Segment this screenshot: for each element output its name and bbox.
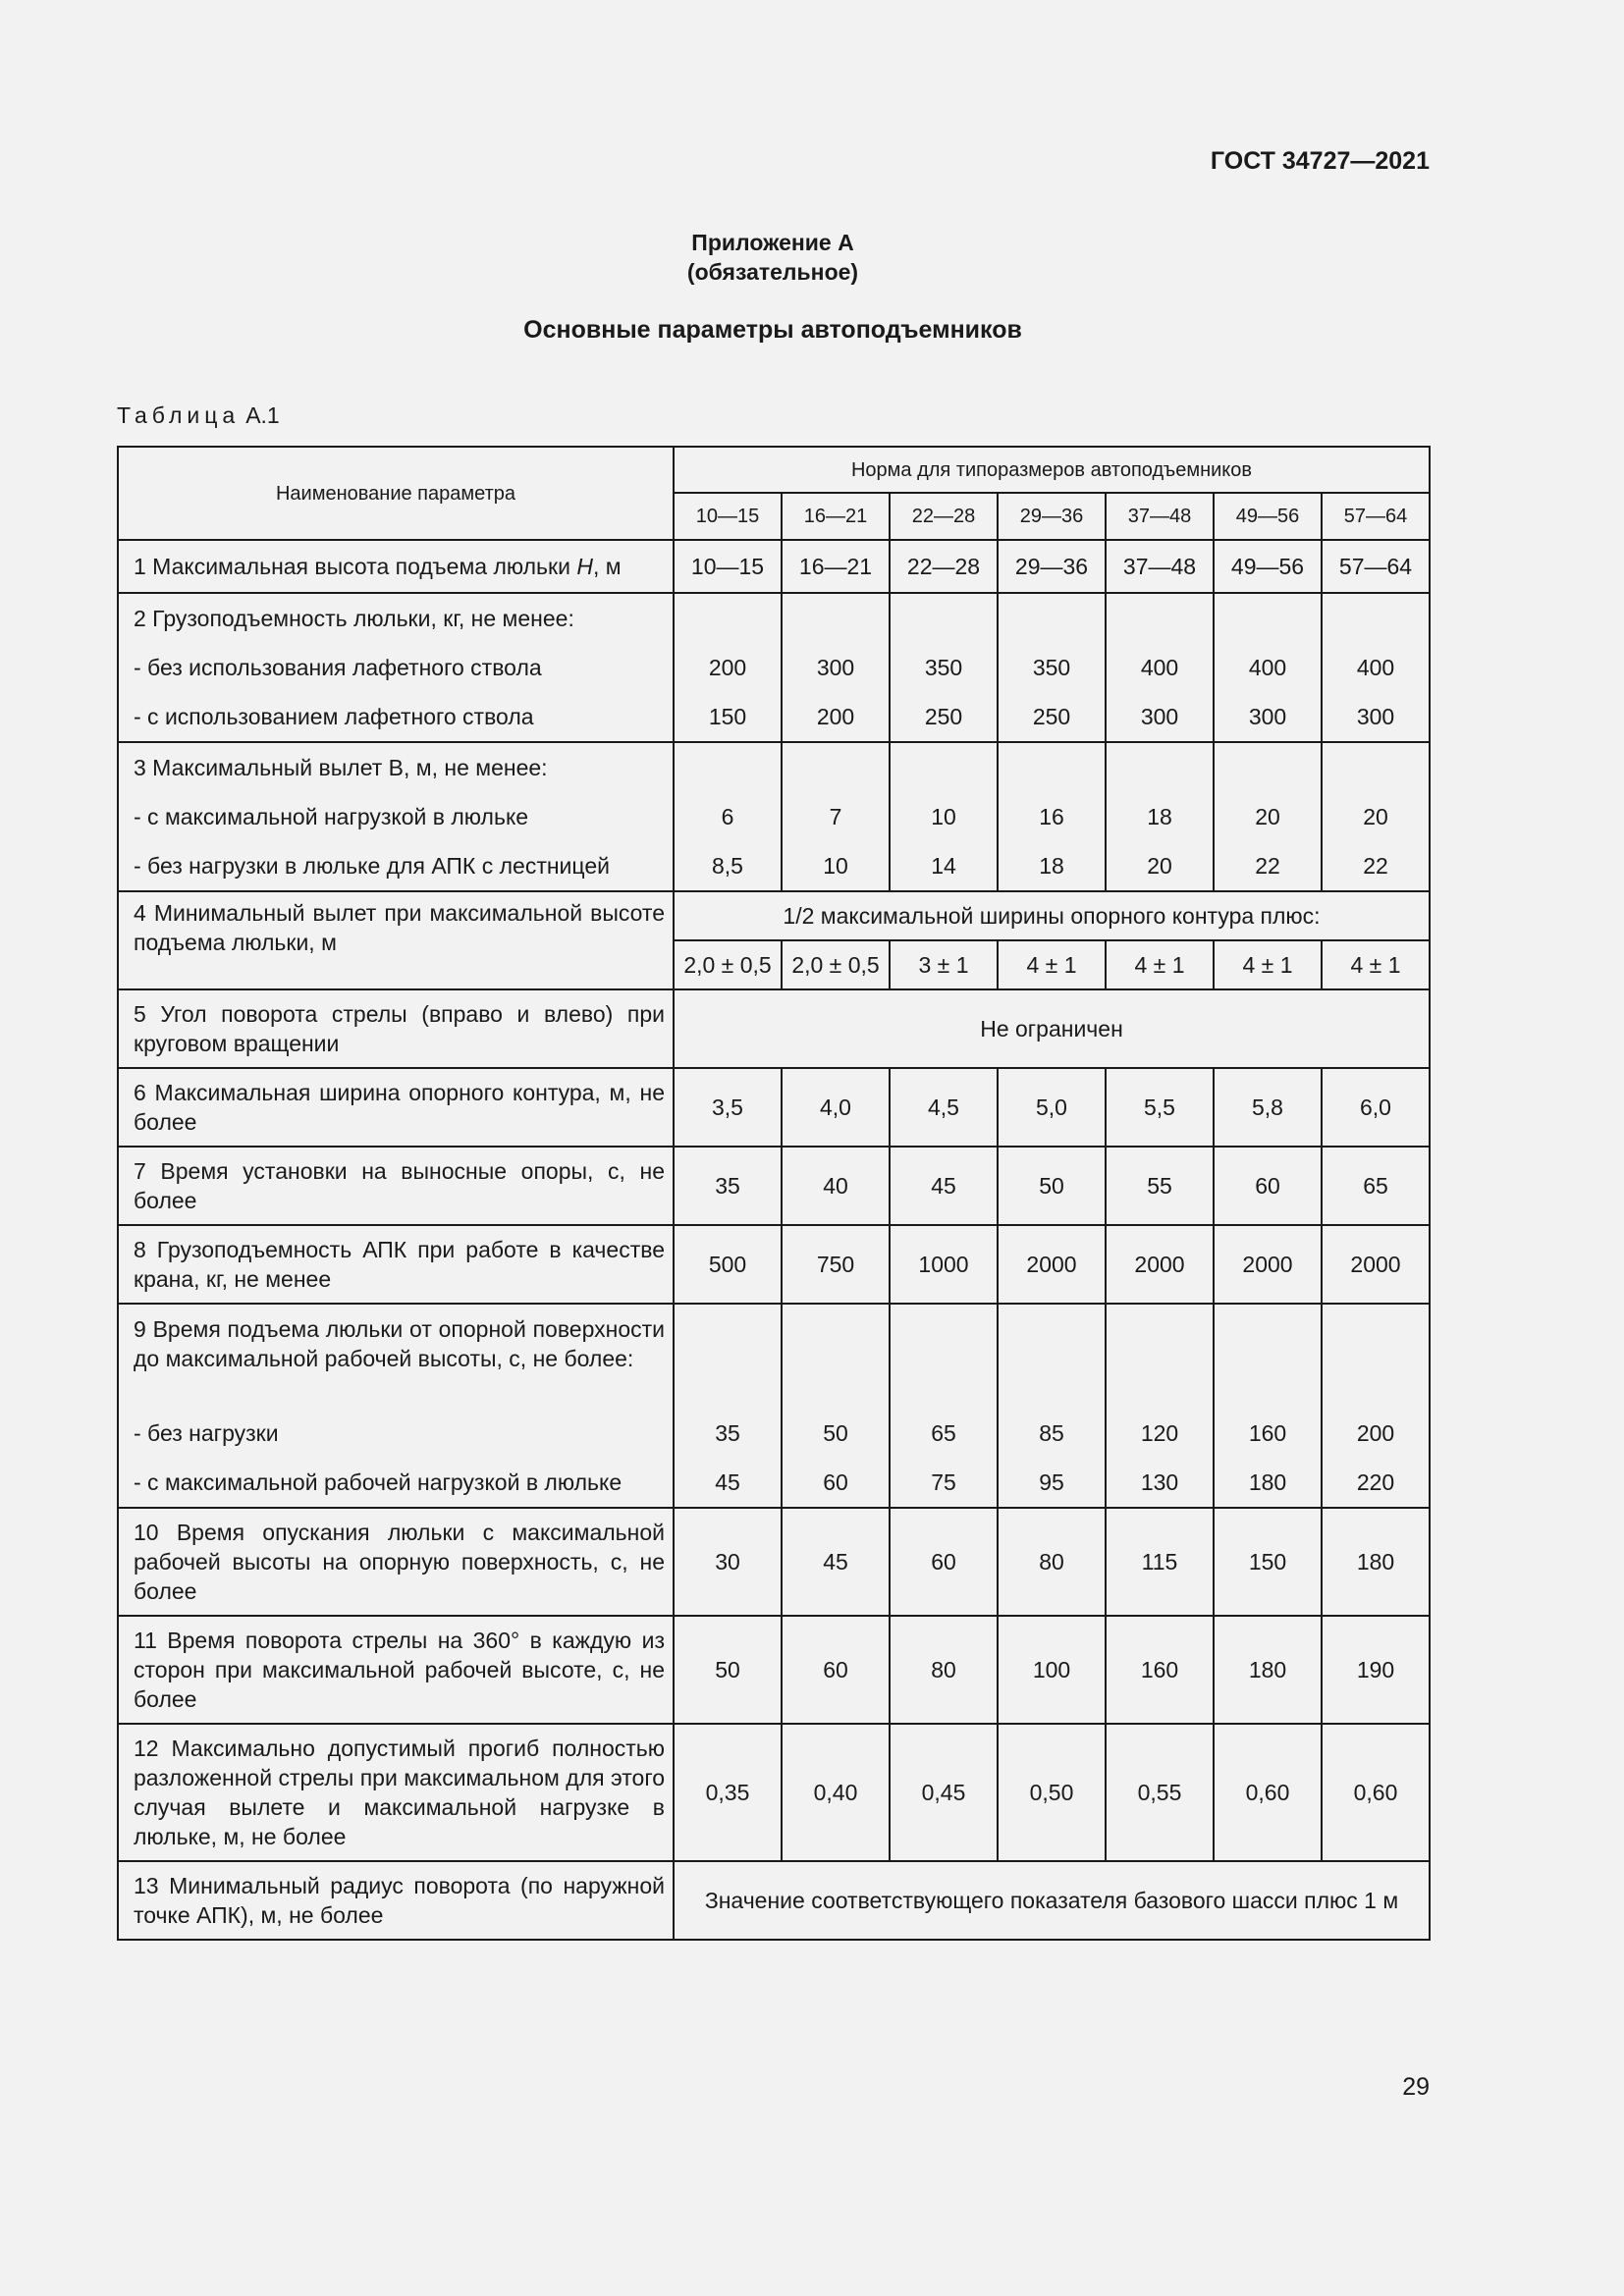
- range-header-cell: 10—15: [674, 493, 782, 540]
- row-label: 11 Время поворота стрелы на 360° в каждую из сторон при максимальной рабочей высоте, с, не более: [118, 1616, 674, 1724]
- range-header-cell: 37—48: [1106, 493, 1214, 540]
- value-cell: [998, 593, 1106, 742]
- value-line: 150: [708, 704, 747, 729]
- value-cell: [782, 593, 890, 742]
- row-sublabel: - без использования лафетного ствола: [134, 655, 542, 680]
- row-sublabel: - с использованием лафетного ствола: [134, 704, 534, 729]
- value-line: 75: [931, 1469, 956, 1495]
- value-line: 95: [1039, 1469, 1064, 1495]
- value-cell: [674, 593, 782, 742]
- value-cell: [1106, 1304, 1214, 1508]
- value-line: 10: [823, 853, 848, 879]
- range-header-cell: 29—36: [998, 493, 1106, 540]
- value-line: 200: [816, 704, 855, 729]
- value-line: 16: [1039, 804, 1064, 829]
- value-cell: 4 ± 1: [1322, 940, 1430, 989]
- value-cell: 0,50: [998, 1724, 1106, 1861]
- row-span-text: Не ограничен: [674, 989, 1430, 1068]
- value-cell: 750: [782, 1225, 890, 1304]
- value-cell: 2000: [1322, 1225, 1430, 1304]
- table-row: [118, 1508, 1430, 1616]
- value-cell: 35: [674, 1147, 782, 1225]
- value-line: 10: [931, 804, 956, 829]
- value-line: 14: [931, 853, 956, 879]
- value-cell: 4 ± 1: [1106, 940, 1214, 989]
- value-cell: 2,0 ± 0,5: [782, 940, 890, 989]
- value-cell: 22—28: [890, 540, 998, 593]
- row-label: 5 Угол поворота стрелы (вправо и влево) при круговом вращении: [118, 989, 674, 1068]
- table-row: [118, 593, 1430, 742]
- value-cell: [1214, 742, 1322, 891]
- value-cell: [782, 1304, 890, 1508]
- value-cell: 0,60: [1322, 1724, 1430, 1861]
- value-cell: [890, 593, 998, 742]
- value-line: 300: [1248, 704, 1287, 729]
- table-row: [118, 1724, 1430, 1861]
- value-line: 35: [715, 1420, 740, 1446]
- value-cell: 5,8: [1214, 1068, 1322, 1147]
- row-label-unit: , м: [592, 554, 622, 579]
- value-cell: 115: [1106, 1508, 1214, 1616]
- value-cell: 4 ± 1: [1214, 940, 1322, 989]
- table-row: [118, 1304, 1430, 1508]
- value-line: 350: [1032, 655, 1071, 680]
- table-header-row: [118, 447, 1430, 493]
- value-cell: 0,55: [1106, 1724, 1214, 1861]
- value-cell: 80: [890, 1616, 998, 1724]
- value-cell: 6,0: [1322, 1068, 1430, 1147]
- value-line: 22: [1255, 853, 1280, 879]
- value-cell: 0,35: [674, 1724, 782, 1861]
- value-line: 400: [1248, 655, 1287, 680]
- value-cell: 3,5: [674, 1068, 782, 1147]
- table-row: [118, 1616, 1430, 1724]
- value-cell: [998, 742, 1106, 891]
- row-label: [118, 540, 674, 593]
- table-row: [118, 1068, 1430, 1147]
- value-line: 200: [708, 655, 747, 680]
- value-line: 180: [1248, 1469, 1287, 1495]
- range-header-cell: 49—56: [1214, 493, 1322, 540]
- row-label-text: 9 Время подъема люльки от опорной поверхности до максимальной рабочей высоты, с, не более:: [134, 1316, 665, 1371]
- row-label-text: 2 Грузоподъемность люльки, кг, не менее:: [134, 606, 574, 631]
- param-header: Наименование параметра: [118, 447, 674, 540]
- parameters-table: [117, 446, 1431, 1941]
- value-cell: 0,40: [782, 1724, 890, 1861]
- value-line: 400: [1140, 655, 1179, 680]
- value-cell: 3 ± 1: [890, 940, 998, 989]
- value-cell: 57—64: [1322, 540, 1430, 593]
- value-cell: 50: [998, 1147, 1106, 1225]
- value-cell: 5,0: [998, 1068, 1106, 1147]
- group-header: Норма для типоразмеров автоподъемников: [674, 447, 1430, 493]
- value-cell: 0,60: [1214, 1724, 1322, 1861]
- table-caption: [117, 402, 280, 429]
- table-row: [118, 1147, 1430, 1225]
- row-label: [118, 1304, 674, 1508]
- value-line: 20: [1147, 853, 1172, 879]
- row-sublabel: - с максимальной нагрузкой в люльке: [134, 804, 529, 829]
- value-cell: [998, 1304, 1106, 1508]
- table-row: [118, 742, 1430, 891]
- value-cell: 30: [674, 1508, 782, 1616]
- value-line: 250: [1032, 704, 1071, 729]
- value-cell: 160: [1106, 1616, 1214, 1724]
- table-caption-number: А.1: [245, 402, 280, 428]
- range-header-cell: 16—21: [782, 493, 890, 540]
- value-cell: 55: [1106, 1147, 1214, 1225]
- value-cell: [674, 742, 782, 891]
- value-line: 120: [1140, 1420, 1179, 1446]
- value-line: 18: [1147, 804, 1172, 829]
- table-row: [118, 1861, 1430, 1940]
- value-cell: 60: [1214, 1147, 1322, 1225]
- value-cell: 2000: [998, 1225, 1106, 1304]
- value-line: 400: [1356, 655, 1395, 680]
- range-header-cell: 57—64: [1322, 493, 1430, 540]
- value-cell: 49—56: [1214, 540, 1322, 593]
- value-cell: [1106, 742, 1214, 891]
- value-line: 130: [1140, 1469, 1179, 1495]
- annex-status: (обязательное): [686, 259, 859, 285]
- value-line: 300: [1140, 704, 1179, 729]
- row-label-variable: H: [576, 554, 593, 579]
- annex-title: Приложение А: [691, 230, 854, 255]
- table-row: [118, 891, 1430, 940]
- value-cell: 180: [1214, 1616, 1322, 1724]
- table-row: [118, 989, 1430, 1068]
- value-cell: 10—15: [674, 540, 782, 593]
- value-line: 85: [1039, 1420, 1064, 1446]
- value-cell: 4 ± 1: [998, 940, 1106, 989]
- section-title: Основные параметры автоподъемников: [523, 316, 1022, 344]
- value-cell: 60: [890, 1508, 998, 1616]
- value-cell: 500: [674, 1225, 782, 1304]
- value-cell: 45: [782, 1508, 890, 1616]
- value-line: 160: [1248, 1420, 1287, 1446]
- page-number: 29: [1402, 2073, 1430, 2101]
- value-cell: 4,0: [782, 1068, 890, 1147]
- value-line: 65: [931, 1420, 956, 1446]
- value-cell: [1322, 1304, 1430, 1508]
- value-cell: [1322, 593, 1430, 742]
- value-cell: 2000: [1214, 1225, 1322, 1304]
- value-cell: 50: [674, 1616, 782, 1724]
- row-label-text: 3 Максимальный вылет В, м, не менее:: [134, 755, 548, 780]
- value-cell: [1106, 593, 1214, 742]
- value-cell: 16—21: [782, 540, 890, 593]
- table-row: [118, 1225, 1430, 1304]
- row-label: 4 Минимальный вылет при максимальной высоте подъема люльки, м: [118, 891, 674, 989]
- table-row: [118, 540, 1430, 593]
- value-line: 20: [1255, 804, 1280, 829]
- row-label: 10 Время опускания люльки с максимальной рабочей высоты на опорную поверхность, с, не более: [118, 1508, 674, 1616]
- value-cell: 45: [890, 1147, 998, 1225]
- value-line: 300: [1356, 704, 1395, 729]
- value-line: 45: [715, 1469, 740, 1495]
- value-cell: 100: [998, 1616, 1106, 1724]
- value-line: 18: [1039, 853, 1064, 879]
- value-line: 220: [1356, 1469, 1395, 1495]
- row-span-text: Значение соответствующего показателя базового шасси плюс 1 м: [674, 1861, 1430, 1940]
- row-label: 12 Максимально допустимый прогиб полностью разложенной стрелы при максимальном для этого случая вылете и максимальной нагрузке в люльке, м, не более: [118, 1724, 674, 1861]
- row-sublabel: - без нагрузки в люльке для АПК с лестницей: [134, 853, 610, 879]
- value-cell: 4,5: [890, 1068, 998, 1147]
- row-label: 13 Минимальный радиус поворота (по наружной точке АПК), м, не более: [118, 1861, 674, 1940]
- value-cell: [1214, 593, 1322, 742]
- value-cell: [1322, 742, 1430, 891]
- value-line: 350: [924, 655, 963, 680]
- value-cell: [1214, 1304, 1322, 1508]
- value-cell: 5,5: [1106, 1068, 1214, 1147]
- annex-heading: [0, 228, 1545, 287]
- row-span-text: 1/2 максимальной ширины опорного контура плюс:: [674, 891, 1430, 940]
- value-cell: [890, 1304, 998, 1508]
- value-cell: 150: [1214, 1508, 1322, 1616]
- value-line: 300: [816, 655, 855, 680]
- value-line: 6: [721, 804, 734, 829]
- value-cell: 40: [782, 1147, 890, 1225]
- value-line: 8,5: [712, 853, 743, 879]
- value-cell: 0,45: [890, 1724, 998, 1861]
- value-cell: 80: [998, 1508, 1106, 1616]
- value-line: 50: [823, 1420, 848, 1446]
- value-line: 22: [1363, 853, 1388, 879]
- value-cell: 190: [1322, 1616, 1430, 1724]
- row-label: 8 Грузоподъемность АПК при работе в качестве крана, кг, не менее: [118, 1225, 674, 1304]
- value-line: 200: [1356, 1420, 1395, 1446]
- value-line: 20: [1363, 804, 1388, 829]
- value-cell: [890, 742, 998, 891]
- value-line: 250: [924, 704, 963, 729]
- value-cell: 2000: [1106, 1225, 1214, 1304]
- value-cell: 180: [1322, 1508, 1430, 1616]
- row-label: [118, 593, 674, 742]
- value-cell: 1000: [890, 1225, 998, 1304]
- row-sublabel: - с максимальной рабочей нагрузкой в люльке: [134, 1469, 623, 1495]
- value-cell: 60: [782, 1616, 890, 1724]
- value-cell: 29—36: [998, 540, 1106, 593]
- value-line: 60: [823, 1469, 848, 1495]
- value-cell: 37—48: [1106, 540, 1214, 593]
- row-label-text: 1 Максимальная высота подъема люльки: [134, 554, 577, 579]
- document-code: ГОСТ 34727—2021: [1210, 147, 1430, 175]
- row-label: 7 Время установки на выносные опоры, с, не более: [118, 1147, 674, 1225]
- value-cell: 65: [1322, 1147, 1430, 1225]
- range-header-cell: 22—28: [890, 493, 998, 540]
- value-cell: [782, 742, 890, 891]
- table-caption-word: Таблица: [117, 402, 241, 428]
- row-sublabel: - без нагрузки: [134, 1420, 279, 1446]
- row-label: 6 Максимальная ширина опорного контура, м, не более: [118, 1068, 674, 1147]
- value-line: 7: [829, 804, 842, 829]
- row-label: [118, 742, 674, 891]
- value-cell: 2,0 ± 0,5: [674, 940, 782, 989]
- value-cell: [674, 1304, 782, 1508]
